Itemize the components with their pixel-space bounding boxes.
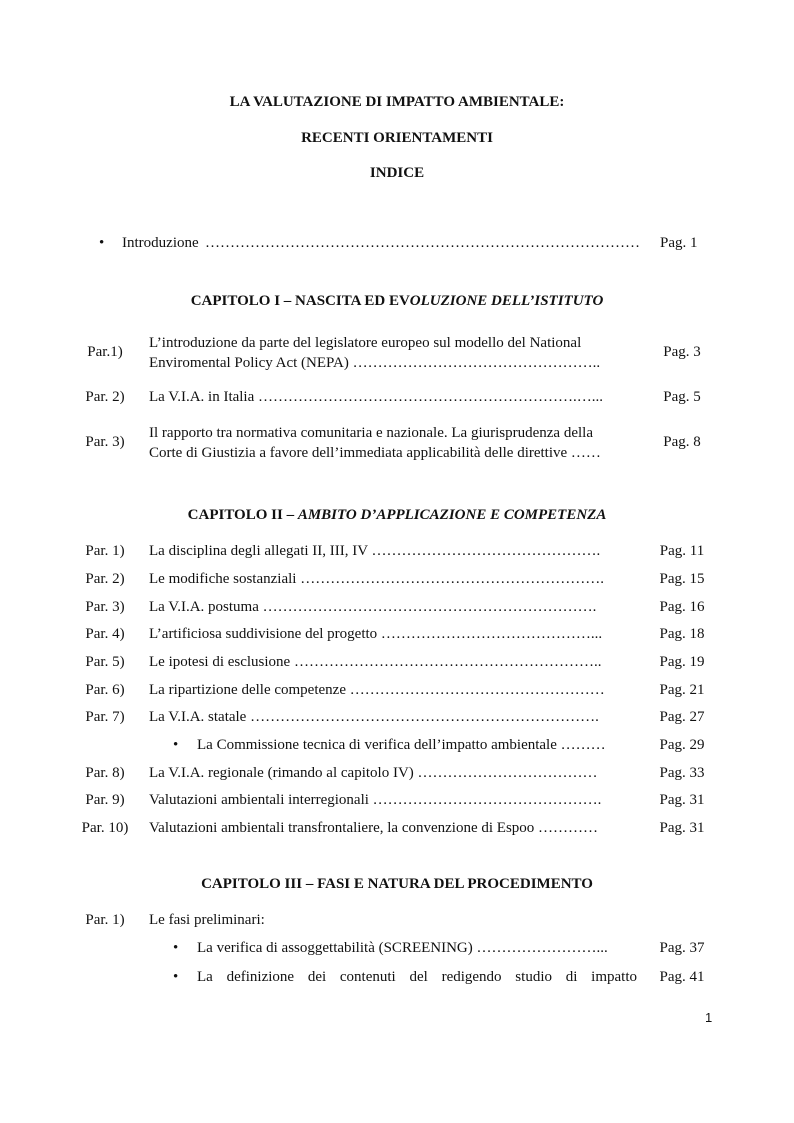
toc-sub-row	[0, 969, 794, 991]
intro-label: Introduzione	[122, 235, 199, 251]
entry-text: La Commissione tecnica di verifica dell’impatto ambientale ………	[197, 737, 606, 753]
doc-title-index: INDICE	[369, 165, 425, 181]
entry-text: La V.I.A. in Italia ……………………………………………………….…...	[149, 389, 604, 405]
page-ref: Pag. 19	[659, 654, 705, 670]
page-ref: Pag. 11	[659, 543, 705, 559]
toc-row	[0, 333, 794, 375]
par-label: Par. 5)	[85, 654, 125, 670]
entry-text: Le ipotesi di esclusione ……………………………………………………..	[149, 654, 602, 670]
toc-row	[0, 423, 794, 465]
doc-title-line-1: LA VALUTAZIONE DI IMPATTO AMBIENTALE:	[229, 94, 565, 110]
toc-row	[0, 599, 794, 621]
entry-text: La V.I.A. regionale (rimando al capitolo IV) ………………………………	[149, 765, 598, 781]
page-ref: Pag. 31	[659, 792, 705, 808]
page-ref: Pag. 15	[659, 571, 705, 587]
toc-row	[0, 654, 794, 676]
par-label: Par. 10)	[81, 820, 129, 836]
par-label: Par.1)	[87, 344, 123, 360]
entry-text: Le fasi preliminari:	[149, 912, 265, 928]
page-ref: Pag. 41	[659, 969, 705, 985]
toc-row	[0, 820, 794, 842]
bullet-icon: •	[99, 235, 105, 251]
toc-row	[0, 682, 794, 704]
par-label: Par. 1)	[85, 543, 125, 559]
entry-text: L’introduzione da parte del legislatore europeo sul modello del National Enviromental Policy Act (NEPA) …………………………………………..	[149, 335, 601, 371]
toc-sub-row	[0, 940, 794, 962]
entry-text: La verifica di assoggettabilità (SCREENING) ……………………...	[197, 940, 608, 956]
toc-row	[0, 543, 794, 565]
page-ref: Pag. 8	[663, 434, 701, 450]
par-label: Par. 2)	[85, 571, 125, 587]
intro-page: Pag. 1	[660, 235, 698, 251]
bullet-icon: •	[173, 737, 179, 753]
entry-text: La V.I.A. postuma ………………………………………………………….	[149, 599, 597, 615]
entry-text: La V.I.A. statale …………………………………………………………….	[149, 709, 599, 725]
page-ref: Pag. 31	[659, 820, 705, 836]
toc-row	[0, 709, 794, 731]
intro-dots: ……………………………………………………………………………	[205, 235, 640, 251]
toc-row	[0, 792, 794, 814]
toc-row	[0, 571, 794, 593]
entry-text: Le modifiche sostanziali …………………………………………………….	[149, 571, 604, 587]
toc-row	[0, 389, 794, 411]
entry-text: La disciplina degli allegati II, III, IV ……………………………………….	[149, 543, 601, 559]
page-ref: Pag. 27	[659, 709, 705, 725]
page-ref: Pag. 3	[663, 344, 701, 360]
entry-text: L’artificiosa suddivisione del progetto ……………………………………...	[149, 626, 603, 642]
entry-text: La definizione dei contenuti del redigendo studio di impatto	[197, 969, 637, 985]
page-number: 1	[705, 1010, 713, 1025]
par-label: Par. 8)	[85, 765, 125, 781]
doc-title-line-2: RECENTI ORIENTAMENTI	[301, 130, 493, 146]
page-ref: Pag. 5	[663, 389, 701, 405]
entry-text: Valutazioni ambientali interregionali ……………………………………….	[149, 792, 602, 808]
par-label: Par. 9)	[85, 792, 125, 808]
par-label: Par. 3)	[85, 434, 125, 450]
bullet-icon: •	[173, 969, 179, 985]
chapter-1-heading: CAPITOLO I – NASCITA ED EVOLUZIONE DELL’ISTITUTO	[190, 293, 604, 309]
chapter-3-heading: CAPITOLO III – FASI E NATURA DEL PROCEDIMENTO	[201, 876, 593, 892]
par-label: Par. 3)	[85, 599, 125, 615]
par-label: Par. 6)	[85, 682, 125, 698]
par-label: Par. 4)	[85, 626, 125, 642]
page-ref: Pag. 37	[659, 940, 705, 956]
toc-row	[0, 912, 794, 934]
par-label: Par. 1)	[85, 912, 125, 928]
toc-row	[0, 765, 794, 787]
entry-text: Il rapporto tra normativa comunitaria e nazionale. La giurisprudenza della Corte di Giustizia a favore dell’immediata applicabilità delle direttive ……	[149, 425, 601, 461]
page-ref: Pag. 33	[659, 765, 705, 781]
bullet-icon: •	[173, 940, 179, 956]
page-ref: Pag. 29	[659, 737, 705, 753]
par-label: Par. 2)	[85, 389, 125, 405]
par-label: Par. 7)	[85, 709, 125, 725]
toc-sub-row	[0, 737, 794, 759]
page-ref: Pag. 21	[659, 682, 705, 698]
entry-text: Valutazioni ambientali transfrontaliere, la convenzione di Espoo …………	[149, 820, 599, 836]
page-ref: Pag. 16	[659, 599, 705, 615]
toc-row	[0, 626, 794, 648]
entry-text: La ripartizione delle competenze ……………………………………………	[149, 682, 605, 698]
page-ref: Pag. 18	[659, 626, 705, 642]
toc-intro	[0, 235, 794, 257]
chapter-2-heading: CAPITOLO II – AMBITO D’APPLICAZIONE E COMPETENZA	[187, 507, 607, 523]
